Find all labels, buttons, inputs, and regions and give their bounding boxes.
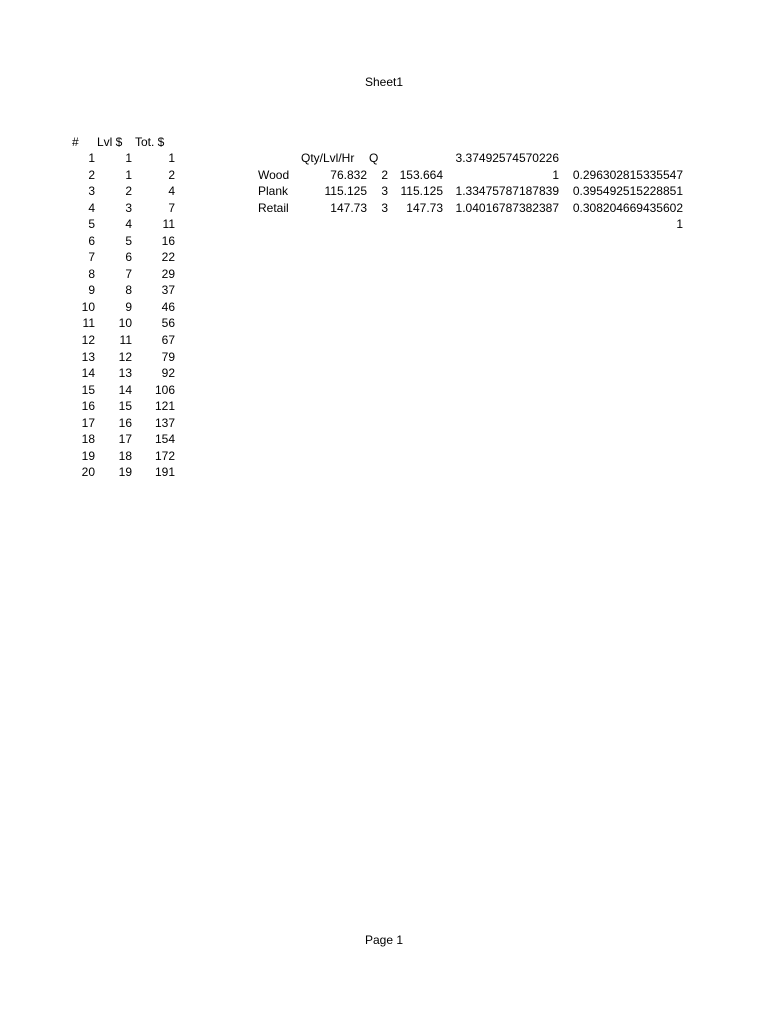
cell-tot: 137 xyxy=(154,415,175,430)
right-table xyxy=(0,150,768,233)
cell-qty: 76.832 xyxy=(330,167,367,182)
cell-num: 8 xyxy=(88,266,95,281)
table-row xyxy=(0,282,200,299)
table-row xyxy=(0,266,200,283)
cell-label: Retail xyxy=(258,200,289,215)
sheet-title: Sheet1 xyxy=(364,75,404,89)
cell-share: 0.308204669435602 xyxy=(572,200,683,215)
cell-ratio: 1.04016787382387 xyxy=(455,200,559,215)
cell-tot: 16 xyxy=(161,233,175,248)
cell-num: 18 xyxy=(81,432,95,447)
table-row xyxy=(0,299,200,316)
cell-num: 19 xyxy=(81,448,95,463)
cell-lvl: 8 xyxy=(125,283,132,298)
cell-tot: 172 xyxy=(154,448,175,463)
cell-num: 5 xyxy=(88,217,95,232)
table-row xyxy=(0,167,768,184)
cell-lvl: 6 xyxy=(125,250,132,265)
cell-prod: 115.125 xyxy=(400,184,443,199)
table-row xyxy=(0,349,200,366)
table-row xyxy=(0,315,200,332)
table-row xyxy=(0,183,768,200)
cell-tot: 56 xyxy=(161,316,175,331)
table-row xyxy=(0,382,200,399)
table-row xyxy=(0,332,200,349)
cell-tot: 37 xyxy=(161,283,175,298)
cell-lvl: 1 xyxy=(125,167,132,182)
cell-num: 4 xyxy=(88,200,95,215)
share-total-row xyxy=(0,216,768,233)
page-footer: Page 1 xyxy=(364,933,404,947)
table-row xyxy=(0,448,200,465)
cell-lvl: 9 xyxy=(125,299,132,314)
cell-num: 1 xyxy=(88,151,95,165)
cell-tot: 11 xyxy=(162,217,175,232)
cell-tot: 7 xyxy=(168,200,175,215)
cell-tot: 46 xyxy=(161,299,175,314)
cell-tot: 121 xyxy=(154,399,175,414)
header-tot: Tot. $ xyxy=(135,135,165,149)
table-row xyxy=(0,249,200,266)
cell-lvl: 7 xyxy=(125,266,132,281)
cell-q: 3 xyxy=(381,184,388,199)
cell-lvl: 14 xyxy=(118,382,132,397)
cell-tot: 67 xyxy=(161,333,175,348)
cell-tot: 29 xyxy=(161,266,175,281)
cell-num: 13 xyxy=(81,349,95,364)
cell-lvl: 10 xyxy=(118,316,132,331)
cell-tot: 4 xyxy=(168,184,175,199)
cell-lvl: 17 xyxy=(118,432,132,447)
cell-lvl: 15 xyxy=(118,399,132,414)
cell-lvl: 13 xyxy=(118,366,132,381)
cell-label: Plank xyxy=(258,184,289,199)
table-row xyxy=(0,233,200,250)
cell-num: 2 xyxy=(88,167,95,182)
cell-tot: 191 xyxy=(154,465,175,480)
table-row xyxy=(0,431,200,448)
table-row xyxy=(0,398,200,415)
table-row xyxy=(0,200,768,217)
table-row xyxy=(0,415,200,432)
cell-prod: 147.73 xyxy=(406,200,443,215)
cell-lvl: 5 xyxy=(125,233,132,248)
cell-tot: 2 xyxy=(168,167,175,182)
cell-tot: 22 xyxy=(161,250,175,265)
header-lvl: Lvl $ xyxy=(97,135,123,149)
cell-num: 17 xyxy=(81,415,95,430)
cell-num: 14 xyxy=(81,366,95,381)
cell-lvl: 11 xyxy=(119,333,132,348)
cell-label: Wood xyxy=(258,167,290,182)
cell-lvl: 1 xyxy=(125,151,132,165)
cell-share: 0.296302815335547 xyxy=(572,167,683,182)
table-row xyxy=(0,365,200,382)
cell-prod: 153.664 xyxy=(399,167,443,182)
header-qty: Qty/Lvl/Hr xyxy=(301,151,355,165)
cell-lvl: 2 xyxy=(125,184,132,199)
cell-num: 9 xyxy=(88,283,95,298)
share-total: 1 xyxy=(676,217,683,232)
cell-num: 6 xyxy=(88,233,95,248)
cell-tot: 92 xyxy=(161,366,175,381)
cell-tot: 154 xyxy=(154,432,175,447)
cell-num: 3 xyxy=(88,184,95,199)
cell-lvl: 18 xyxy=(118,448,132,463)
cell-lvl: 4 xyxy=(125,217,132,232)
cell-ratio: 1.33475787187839 xyxy=(455,184,559,199)
cell-q: 2 xyxy=(381,167,388,182)
cell-num: 7 xyxy=(88,250,95,265)
cell-num: 16 xyxy=(81,399,95,414)
cell-lvl: 16 xyxy=(118,415,132,430)
cell-lvl: 19 xyxy=(118,465,132,480)
table-row xyxy=(0,464,200,481)
cell-tot: 79 xyxy=(161,349,175,364)
cell-q: 3 xyxy=(381,200,388,215)
cell-lvl: 3 xyxy=(125,200,132,215)
cell-tot: 106 xyxy=(154,382,175,397)
cell-num: 20 xyxy=(81,465,95,480)
cell-num: 10 xyxy=(81,299,95,314)
header-ratio-value: 3.37492574570226 xyxy=(455,151,559,165)
right-table-header xyxy=(0,150,768,167)
header-num: # xyxy=(72,135,79,149)
cell-share: 0.395492515228851 xyxy=(572,184,683,199)
cell-ratio: 1 xyxy=(552,167,559,182)
cell-qty: 115.125 xyxy=(324,184,367,199)
cell-tot: 1 xyxy=(168,151,175,165)
cell-num: 12 xyxy=(81,333,95,348)
cell-num: 11 xyxy=(82,316,95,331)
cell-lvl: 12 xyxy=(118,349,132,364)
cell-qty: 147.73 xyxy=(330,200,367,215)
cell-num: 15 xyxy=(81,382,95,397)
header-q: Q xyxy=(369,151,379,165)
